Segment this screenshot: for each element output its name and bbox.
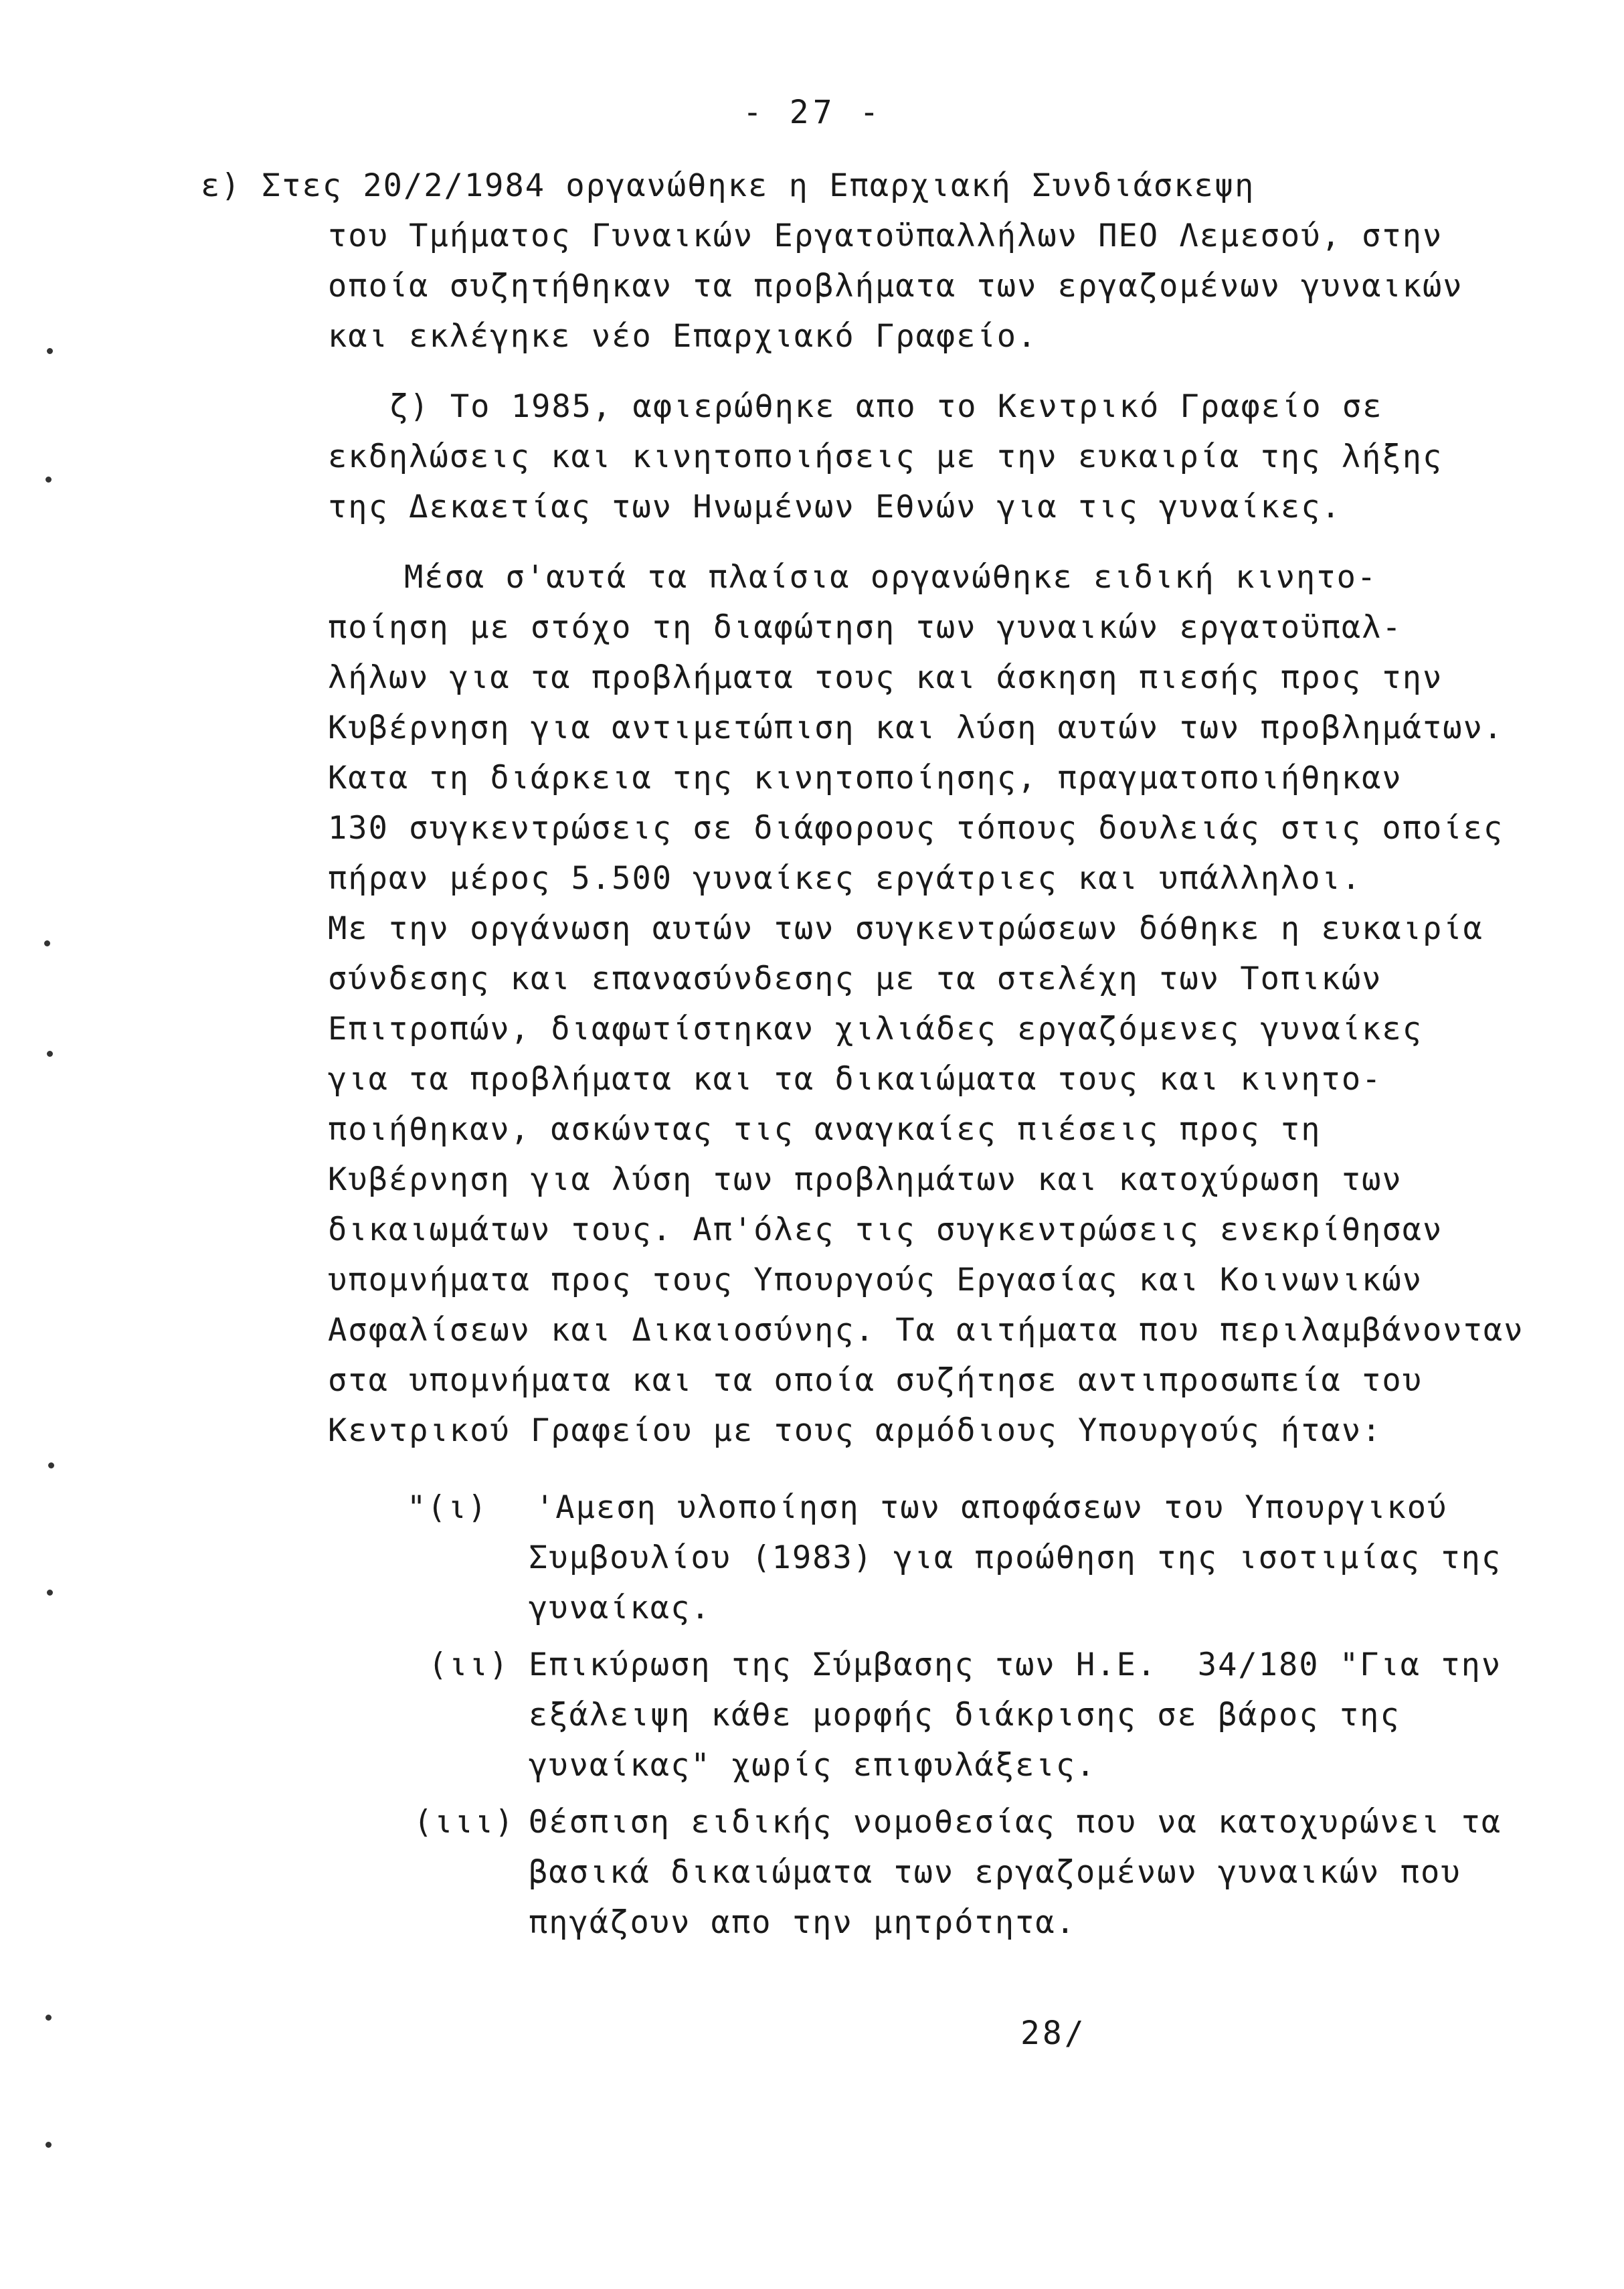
paragraph-z-line: ζ) Το 1985, αφιερώθηκε απο το Κεντρικό Γραφείο σε <box>389 388 1383 425</box>
demand-line: Θέσπιση ειδικής νομοθεσίας που να κατοχυρώνει τα <box>529 1804 1502 1841</box>
paragraph-main-line: Ασφαλίσεων και Δικαιοσύνης. Τα αιτήματα που περιλαμβάνονταν <box>328 1312 1524 1349</box>
scan-speck <box>47 1051 53 1057</box>
demand-label: (ιι) <box>428 1646 510 1683</box>
scan-speck <box>48 1462 54 1468</box>
paragraph-e-line: και εκλέγηκε νέο Επαρχιακό Γραφείο. <box>328 318 1038 355</box>
scan-speck <box>47 348 53 354</box>
scan-speck <box>46 2015 52 2021</box>
paragraph-main-line: Κυβέρνηση για αντιμετώπιση και λύση αυτών των προβλημάτων. <box>328 709 1504 746</box>
paragraph-main-line: πήραν μέρος 5.500 γυναίκες εργάτριες και υπάλληλοι. <box>328 860 1362 897</box>
paragraph-main-line: Μέσα σ'αυτά τα πλαίσια οργανώθηκε ειδική κινητο- <box>404 559 1378 596</box>
paragraph-main-line: Κατα τη διάρκεια της κινητοποίησης, πραγματοποιήθηκαν <box>328 760 1403 796</box>
paragraph-main-line: Με την οργάνωση αυτών των συγκεντρώσεων δόθηκε η ευκαιρία <box>328 910 1483 947</box>
continuation-marker: 28/ <box>1020 2015 1087 2052</box>
paragraph-main-line: ποιήθηκαν, ασκώντας τις αναγκαίες πιέσεις προς τη <box>328 1111 1322 1148</box>
demand-line: Επικύρωση της Σύμβασης των Η.Ε. 34/180 "Για την <box>529 1646 1502 1683</box>
demand-line: πηγάζουν απο την μητρότητα. <box>529 1904 1077 1941</box>
paragraph-main-line: δικαιωμάτων τους. Απ'όλες τις συγκεντρώσεις ενεκρίθησαν <box>328 1211 1443 1248</box>
demand-label: "(ι) <box>407 1489 488 1526</box>
paragraph-main-line: ποίηση με στόχο τη διαφώτηση των γυναικών εργατοϋπαλ- <box>328 609 1403 646</box>
demand-line: γυναίκας. <box>529 1590 711 1626</box>
paragraph-main-line: υπομνήματα προς τους Υπουργούς Εργασίας και Κοινωνικών <box>328 1262 1423 1298</box>
scan-speck <box>44 940 50 946</box>
scan-speck <box>47 1590 53 1596</box>
paragraph-e-line: ε) Στες 20/2/1984 οργανώθηκε η Επαρχιακή Συνδιάσκεψη <box>201 167 1255 204</box>
demand-line: εξάλειψη κάθε μορφής διάκρισης σε βάρος της <box>529 1697 1401 1733</box>
demand-line: 'Αμεση υλοποίηση των αποφάσεων του Υπουργικού <box>535 1489 1448 1526</box>
demand-line: βασικά δικαιώματα των εργαζομένων γυναικών που <box>529 1854 1461 1891</box>
demand-label: (ιιι) <box>414 1804 515 1841</box>
paragraph-main-line: Κυβέρνηση για λύση των προβλημάτων και κατοχύρωση των <box>328 1161 1403 1198</box>
scan-speck <box>46 477 52 483</box>
paragraph-main-line: για τα προβλήματα και τα δικαιώματα τους και κινητο- <box>328 1061 1382 1098</box>
paragraph-e-line: οποία συζητήθηκαν τα προβλήματα των εργαζομένων γυναικών <box>328 268 1463 305</box>
paragraph-main-line: στα υπομνήματα και τα οποία συζήτησε αντιπροσωπεία του <box>328 1362 1423 1399</box>
demand-line: γυναίκας" χωρίς επιφυλάξεις. <box>529 1747 1097 1784</box>
paragraph-e-line: του Τμήματος Γυναικών Εργατοϋπαλλήλων ΠΕΟ Λεμεσού, στην <box>328 218 1443 254</box>
paragraph-main-line: λήλων για τα προβλήματα τους και άσκηση πιεσής προς την <box>328 659 1443 696</box>
paragraph-main-line: Κεντρικού Γραφείου με τους αρμόδιους Υπουργούς ήταν: <box>328 1412 1382 1449</box>
demand-line: Συμβουλίου (1983) για προώθηση της ισοτιμίας της <box>529 1539 1502 1576</box>
paragraph-main-line: 130 συγκεντρώσεις σε διάφορους τόπους δουλειάς στις οποίες <box>328 810 1504 847</box>
scan-speck <box>46 2142 52 2148</box>
page-number: - 27 - <box>743 94 883 131</box>
paragraph-main-line: Επιτροπών, διαφωτίστηκαν χιλιάδες εργαζόμενες γυναίκες <box>328 1011 1423 1047</box>
paragraph-main-line: σύνδεσης και επανασύνδεσης με τα στελέχη των Τοπικών <box>328 960 1382 997</box>
paragraph-z-line: της Δεκαετίας των Ηνωμένων Εθνών για τις γυναίκες. <box>328 489 1342 525</box>
paragraph-z-line: εκδηλώσεις και κινητοποιήσεις με την ευκαιρία της λήξης <box>328 438 1443 475</box>
